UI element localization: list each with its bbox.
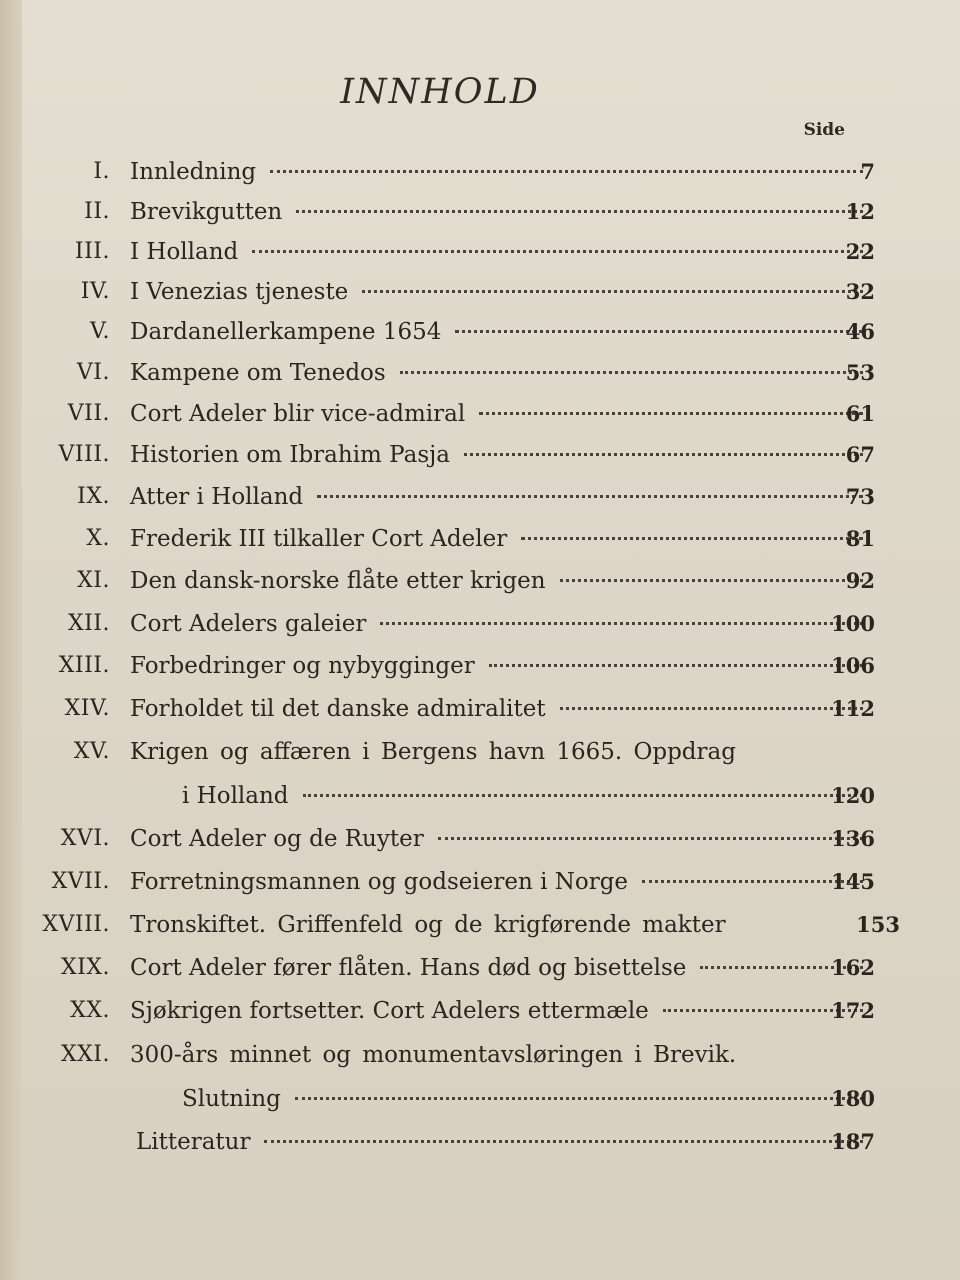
chapter-title: Forretningsmannen og godseieren i Norge [130,869,629,895]
dot-leader [264,1140,863,1143]
chapter-title: Cort Adeler blir vice-admiral [130,401,466,427]
page-number: 136 [831,826,875,851]
chapter-title: Dardanellerkampene 1654 [130,319,442,345]
toc-row [0,1035,960,1075]
chapter-number: XII. [67,611,110,636]
chapter-number: XIX. [60,955,110,980]
dot-leader [380,622,863,625]
dot-leader [295,1097,863,1100]
dot-leader [479,412,863,415]
page-number: 12 [845,199,875,224]
chapter-title: Kampene om Tenedos [130,360,386,386]
toc-row [0,394,960,434]
page-number: 106 [831,653,875,678]
chapter-number: XIII. [58,653,110,678]
chapter-title: Forbedringer og nybygginger [130,653,475,679]
chapter-number: III. [74,239,110,264]
chapter-number: IV. [80,279,110,304]
chapter-title-line1: 300-års minnet og monumentavsløringen i Brevik. [130,1042,737,1068]
dot-leader [270,170,863,173]
dot-leader [296,210,863,213]
dot-leader [489,664,863,667]
chapter-number: XV. [73,739,110,764]
page-number: 22 [845,239,875,264]
chapter-number: IX. [77,484,110,509]
chapter-number: XVII. [51,869,110,894]
chapter-title: Forholdet til det danske admiralitet [130,696,546,722]
chapter-number: XXI. [60,1042,110,1067]
page-number: 100 [831,611,875,636]
dot-leader [521,537,863,540]
chapter-title: Innledning [130,159,257,185]
chapter-title: Historien om Ibrahim Pasja [130,442,450,468]
chapter-number: XIV. [64,696,110,721]
page-number: 120 [831,783,875,808]
page-number: 61 [845,401,875,426]
page-number: 153 [856,912,900,937]
chapter-title: Cort Adelers galeier [130,611,367,637]
toc-row [0,819,960,859]
dot-leader [400,371,863,374]
toc-row [0,519,960,559]
toc-row [0,862,960,902]
chapter-number: XX. [70,998,110,1023]
toc-row [0,272,960,312]
chapter-title-line2: Slutning [182,1086,281,1112]
toc-row [0,192,960,232]
page-number: 7 [860,159,875,184]
literature-title: Litteratur [136,1129,251,1155]
toc-row [0,732,960,772]
chapter-title: Frederik III tilkaller Cort Adeler [130,526,508,552]
toc-row [0,232,960,272]
toc-row-literature [0,1122,960,1162]
toc-row [0,353,960,393]
chapter-number: I. [93,159,110,184]
toc-row [0,905,960,945]
page-number: 162 [831,955,875,980]
toc-row [0,991,960,1031]
chapter-title-line1: Krigen og affæren i Bergens havn 1665. Oppdrag [130,739,736,765]
chapter-number: VI. [76,360,110,385]
chapter-number: VII. [67,401,110,426]
dot-leader [362,290,863,293]
toc-row-continuation [0,776,960,816]
page-number: 81 [845,526,875,551]
page-title: INNHOLD [340,72,540,112]
page-number: 73 [845,484,875,509]
dot-leader [438,837,863,840]
dot-leader [464,453,863,456]
page-number: 53 [845,360,875,385]
page-number: 172 [831,998,875,1023]
page-number: 32 [845,279,875,304]
toc-row [0,689,960,729]
chapter-number: XVI. [60,826,110,851]
toc-row [0,604,960,644]
toc-row [0,152,960,192]
dot-leader [303,794,863,797]
toc-row [0,646,960,686]
chapter-number: VIII. [58,442,110,467]
page-number: 187 [831,1129,875,1154]
toc-row [0,948,960,988]
chapter-title: Tronskiftet. Griffenfeld og de krigførende makter [130,912,726,938]
chapter-number: XI. [77,568,110,593]
chapter-title: Brevikgutten [130,199,283,225]
chapter-number: V. [89,319,110,344]
chapter-number: XVIII. [42,912,110,937]
toc-row-continuation [0,1079,960,1119]
dot-leader [317,495,863,498]
toc-row [0,312,960,352]
chapter-number: X. [86,526,110,551]
chapter-title-line2: i Holland [182,783,289,809]
toc-row [0,561,960,601]
page-number: 145 [831,869,875,894]
page-number: 92 [845,568,875,593]
chapter-number: II. [84,199,110,224]
toc-row [0,477,960,517]
chapter-title: I Venezias tjeneste [130,279,349,305]
chapter-title: Atter i Holland [130,484,304,510]
page-number: 46 [845,319,875,344]
chapter-title: Cort Adeler og de Ruyter [130,826,424,852]
page-number: 180 [831,1086,875,1111]
toc-row [0,435,960,475]
dot-leader [252,250,863,253]
chapter-title: Sjøkrigen fortsetter. Cort Adelers ettermæle [130,998,649,1024]
chapter-title: Cort Adeler fører flåten. Hans død og bisettelse [130,955,687,981]
side-column-label: Side [803,120,845,140]
chapter-title: I Holland [130,239,239,265]
page-number: 67 [845,442,875,467]
page-number: 112 [831,696,875,721]
dot-leader [455,330,863,333]
chapter-title: Den dansk-norske flåte etter krigen [130,568,546,594]
